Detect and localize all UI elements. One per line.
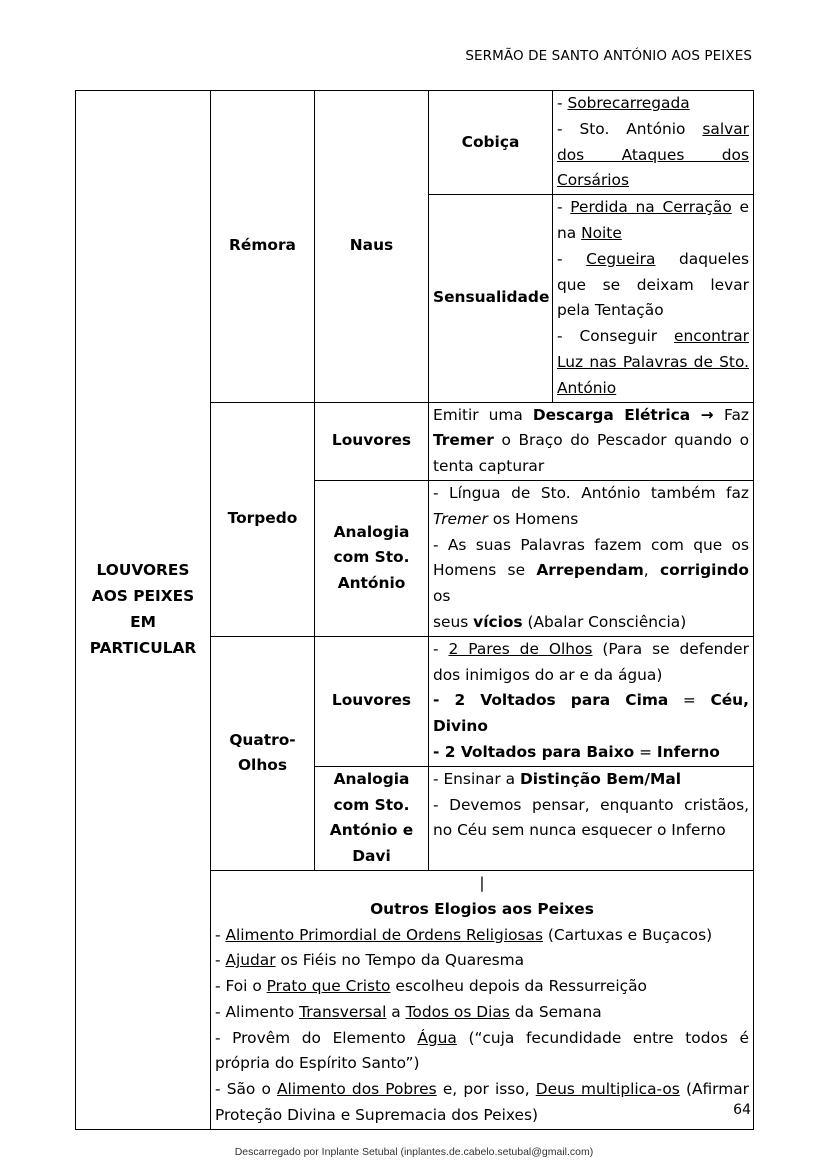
torpedo-louvores-text: Emitir uma Descarga Elétrica → Faz Tremer o Braço do Pescador quando o tenta capturar [429, 402, 754, 480]
fish-torpedo: Torpedo [211, 402, 315, 636]
torpedo-analogia-label: Analogia com Sto. António [315, 480, 429, 636]
quatro-olhos-louvores-text: - 2 Pares de Olhos (Para se defender dos inimigos do ar e da água) - 2 Voltados para Cima = Céu, Divino - 2 Voltados para Baixo = Inferno [429, 636, 754, 766]
download-note: Descarregado por Inplante Setubal (inplantes.de.cabelo.setubal@gmail.com) [234, 1146, 594, 1158]
quatro-olhos-analogia-text: - Ensinar a Distinção Bem/Mal - Devemos pensar, enquanto cristãos, no Céu sem nunca esquecer o Inferno [429, 766, 754, 870]
vice-cobica: Cobiça [429, 91, 553, 195]
torpedo-analogia-text: - Língua de Sto. António também faz Tremer os Homens - As suas Palavras fazem com que os Homens se Arrependam, corrigindo os seus vícios (Abalar Consciência) [429, 480, 754, 636]
summary-table [75, 90, 754, 1130]
remora-subject: Naus [315, 91, 429, 403]
sensualidade-text: - Perdida na Cerração e na Noite - Cegueira daqueles que se deixam levar pela Tentação - Conseguir encontrar Luz nas Palavras de Sto. António [553, 195, 754, 402]
torpedo-louvores-label: Louvores [315, 402, 429, 480]
fish-quatro-olhos: Quatro- Olhos [211, 636, 315, 870]
quatro-olhos-analogia-label: Analogia com Sto. António e Davi [315, 766, 429, 870]
cobica-text: - Sobrecarregada - Sto. António salvar dos Ataques dos Corsários [553, 91, 754, 195]
page-number: 64 [733, 1102, 751, 1118]
running-header: SERMÃO DE SANTO ANTÓNIO AOS PEIXES [465, 48, 752, 64]
quatro-olhos-louvores-label: Louvores [315, 636, 429, 766]
vice-sensualidade: Sensualidade [429, 195, 553, 402]
outros-elogios-cell: | Outros Elogios aos Peixes - Alimento Primordial de Ordens Religiosas (Cartuxas e Buçacos) - Ajudar os Fiéis no Tempo da Quaresma - Foi o Prato que Cristo escolheu depois da Ressurreição - Alimento Transversal a Todos os Dias da Semana - Provêm do Elemento Água (“cuja fecundidade entre todos é própria do Espírito Santo”) - São o Alimento dos Pobres e, por isso, Deus multiplica-os (Afirmar Proteção Divina e Supremacia dos Peixes) [211, 870, 754, 1129]
main-category-cell: LOUVORES AOS PEIXES EM PARTICULAR [76, 91, 211, 1130]
outros-elogios-title: Outros Elogios aos Peixes [370, 899, 594, 918]
fish-remora: Rémora [211, 91, 315, 403]
